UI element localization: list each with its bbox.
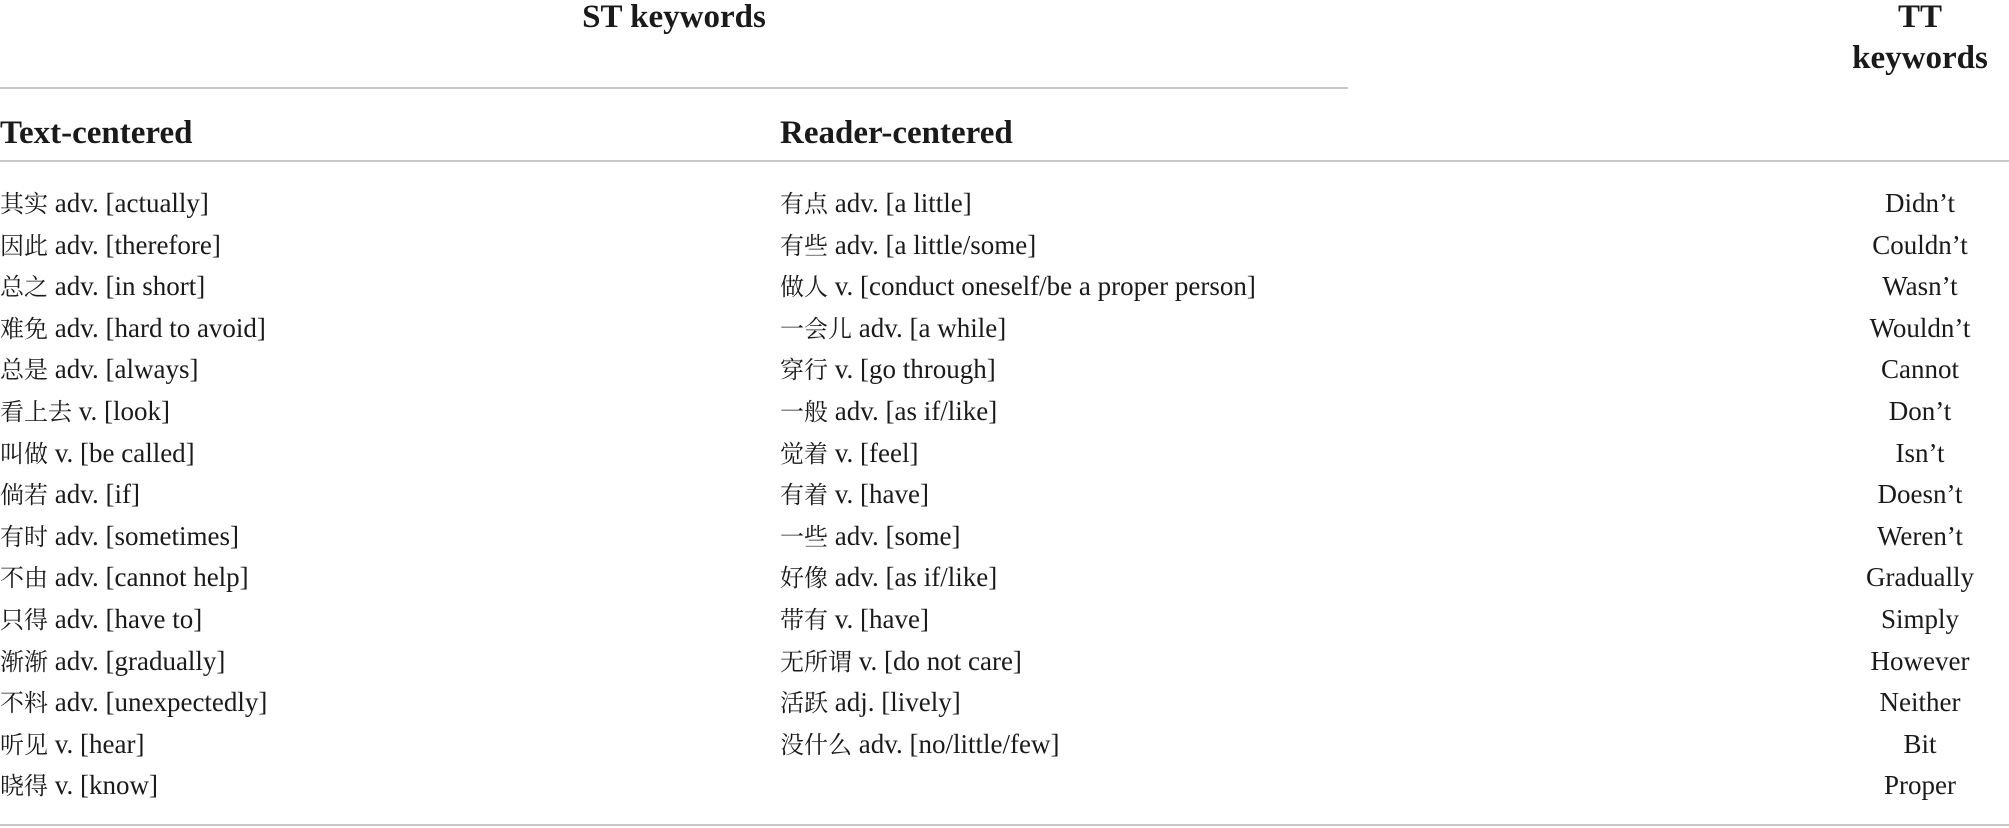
term-gloss: adv. [have to] xyxy=(54,603,203,634)
chinese-term: 不由 xyxy=(0,564,48,593)
term-gloss: adv. [in short] xyxy=(54,271,206,302)
chinese-term: 有些 xyxy=(780,231,828,260)
keyword-row xyxy=(780,391,1256,433)
tt-keyword: Wasn’t xyxy=(1882,271,1958,302)
keyword-row xyxy=(780,433,1256,475)
chinese-term: 有点 xyxy=(780,190,828,218)
chinese-term: 一般 xyxy=(780,397,828,426)
term-gloss: v. [feel] xyxy=(834,437,919,468)
chinese-term: 好像 xyxy=(780,564,828,593)
tt-keyword: Doesn’t xyxy=(1877,479,1963,510)
keyword-row xyxy=(780,349,1256,391)
tt-keyword: Isn’t xyxy=(1895,437,1945,468)
term-gloss: adv. [a little] xyxy=(834,188,972,218)
term-gloss: adv. [sometimes] xyxy=(54,520,239,551)
term-gloss: v. [do not care] xyxy=(858,645,1022,676)
reader-centered-header: Reader-centered xyxy=(780,115,1013,151)
term-gloss: v. [be called] xyxy=(54,437,195,468)
chinese-term: 总之 xyxy=(0,273,48,302)
chinese-term: 渐渐 xyxy=(0,647,48,676)
term-gloss: v. [conduct oneself/be a proper person] xyxy=(834,271,1256,302)
chinese-term: 总是 xyxy=(0,356,48,385)
keyword-row xyxy=(0,349,267,391)
chinese-term: 带有 xyxy=(780,605,828,634)
chinese-term: 只得 xyxy=(0,605,48,634)
term-gloss: v. [hear] xyxy=(54,728,145,759)
text-centered-header: Text-centered xyxy=(0,115,193,151)
chinese-term: 看上去 xyxy=(0,397,72,426)
chinese-term: 活跃 xyxy=(780,689,828,718)
term-gloss: v. [have] xyxy=(834,479,929,510)
keyword-row xyxy=(780,183,1256,225)
term-gloss: v. [have] xyxy=(834,603,929,634)
term-gloss: adv. [no/little/few] xyxy=(858,728,1060,759)
chinese-term: 晓得 xyxy=(0,772,48,801)
keyword-row xyxy=(0,266,267,308)
tt-keyword: Didn’t xyxy=(1884,188,1955,218)
keyword-row xyxy=(0,183,267,225)
chinese-term: 没什么 xyxy=(780,730,852,759)
keyword-row xyxy=(780,516,1256,558)
keyword-row xyxy=(0,724,267,766)
keyword-row xyxy=(0,765,267,807)
chinese-term: 叫做 xyxy=(0,439,48,468)
term-gloss: adv. [as if/like] xyxy=(834,395,998,426)
term-gloss: adv. [therefore] xyxy=(54,229,221,260)
tt-keywords-header: TT keywords xyxy=(1852,0,1988,76)
term-gloss: adv. [always] xyxy=(54,354,199,385)
term-gloss: adv. [as if/like] xyxy=(834,562,998,593)
keyword-row xyxy=(0,308,267,350)
st-keywords-rule xyxy=(0,87,1348,89)
tt-keyword: Gradually xyxy=(1866,562,1974,593)
keyword-row xyxy=(780,225,1256,267)
keyword-row xyxy=(780,724,1256,766)
chinese-term: 听见 xyxy=(0,730,48,759)
chinese-term: 一些 xyxy=(780,522,828,551)
chinese-term: 穿行 xyxy=(780,356,828,385)
keyword-row xyxy=(0,516,267,558)
term-gloss: adv. [unexpectedly] xyxy=(54,687,268,718)
chinese-term: 因此 xyxy=(0,231,48,260)
keyword-row xyxy=(0,225,267,267)
chinese-term: 做人 xyxy=(780,273,828,302)
tt-keyword: Couldn’t xyxy=(1872,229,1968,260)
term-gloss: adv. [gradually] xyxy=(54,645,226,676)
term-gloss: adj. [lively] xyxy=(834,687,961,718)
keyword-row xyxy=(780,266,1256,308)
term-gloss: v. [go through] xyxy=(834,354,996,385)
chinese-term: 有时 xyxy=(0,522,48,551)
tt-keywords-list xyxy=(1820,183,2009,807)
keyword-row xyxy=(0,557,267,599)
tt-keyword: Weren’t xyxy=(1877,520,1963,551)
term-gloss: adv. [actually] xyxy=(54,188,209,218)
chinese-term: 其实 xyxy=(0,190,48,218)
keyword-row xyxy=(780,641,1256,683)
text-centered-list xyxy=(0,183,267,807)
chinese-term: 倘若 xyxy=(0,481,48,510)
keyword-row xyxy=(780,599,1256,641)
keyword-row xyxy=(0,599,267,641)
chinese-term: 觉着 xyxy=(780,439,828,468)
reader-centered-list xyxy=(780,183,1256,765)
term-gloss: adv. [a while] xyxy=(858,312,1007,343)
term-gloss: adv. [hard to avoid] xyxy=(54,312,266,343)
keyword-row xyxy=(0,391,267,433)
chinese-term: 有着 xyxy=(780,481,828,510)
chinese-term: 难免 xyxy=(0,314,48,343)
term-gloss: adv. [some] xyxy=(834,520,961,551)
tt-keyword: Don’t xyxy=(1888,395,1952,426)
keyword-row xyxy=(0,682,267,724)
chinese-term: 不料 xyxy=(0,689,48,718)
tt-keyword: Cannot xyxy=(1881,354,1959,385)
keyword-row xyxy=(780,474,1256,516)
st-keywords-header: ST keywords xyxy=(582,0,766,35)
keyword-row xyxy=(0,433,267,475)
term-gloss: v. [look] xyxy=(78,395,170,426)
tt-keyword: Wouldn’t xyxy=(1869,312,1971,343)
subheader-rule xyxy=(0,160,2009,162)
table-bottom-rule xyxy=(0,824,2009,826)
tt-keyword: Proper xyxy=(1884,770,1956,801)
tt-keyword: Bit xyxy=(1903,728,1937,759)
keyword-row xyxy=(0,641,267,683)
term-gloss: adv. [cannot help] xyxy=(54,562,249,593)
term-gloss: adv. [a little/some] xyxy=(834,229,1037,260)
tt-keyword: Neither xyxy=(1879,687,1961,718)
chinese-term: 无所谓 xyxy=(780,647,852,676)
term-gloss: v. [know] xyxy=(54,770,158,801)
keyword-row xyxy=(780,557,1256,599)
keyword-row xyxy=(780,682,1256,724)
term-gloss: adv. [if] xyxy=(54,479,140,510)
keyword-row xyxy=(780,308,1256,350)
tt-keyword: Simply xyxy=(1880,603,1960,634)
tt-keyword: However xyxy=(1870,645,1970,676)
chinese-term: 一会儿 xyxy=(780,314,852,343)
keyword-row xyxy=(0,474,267,516)
